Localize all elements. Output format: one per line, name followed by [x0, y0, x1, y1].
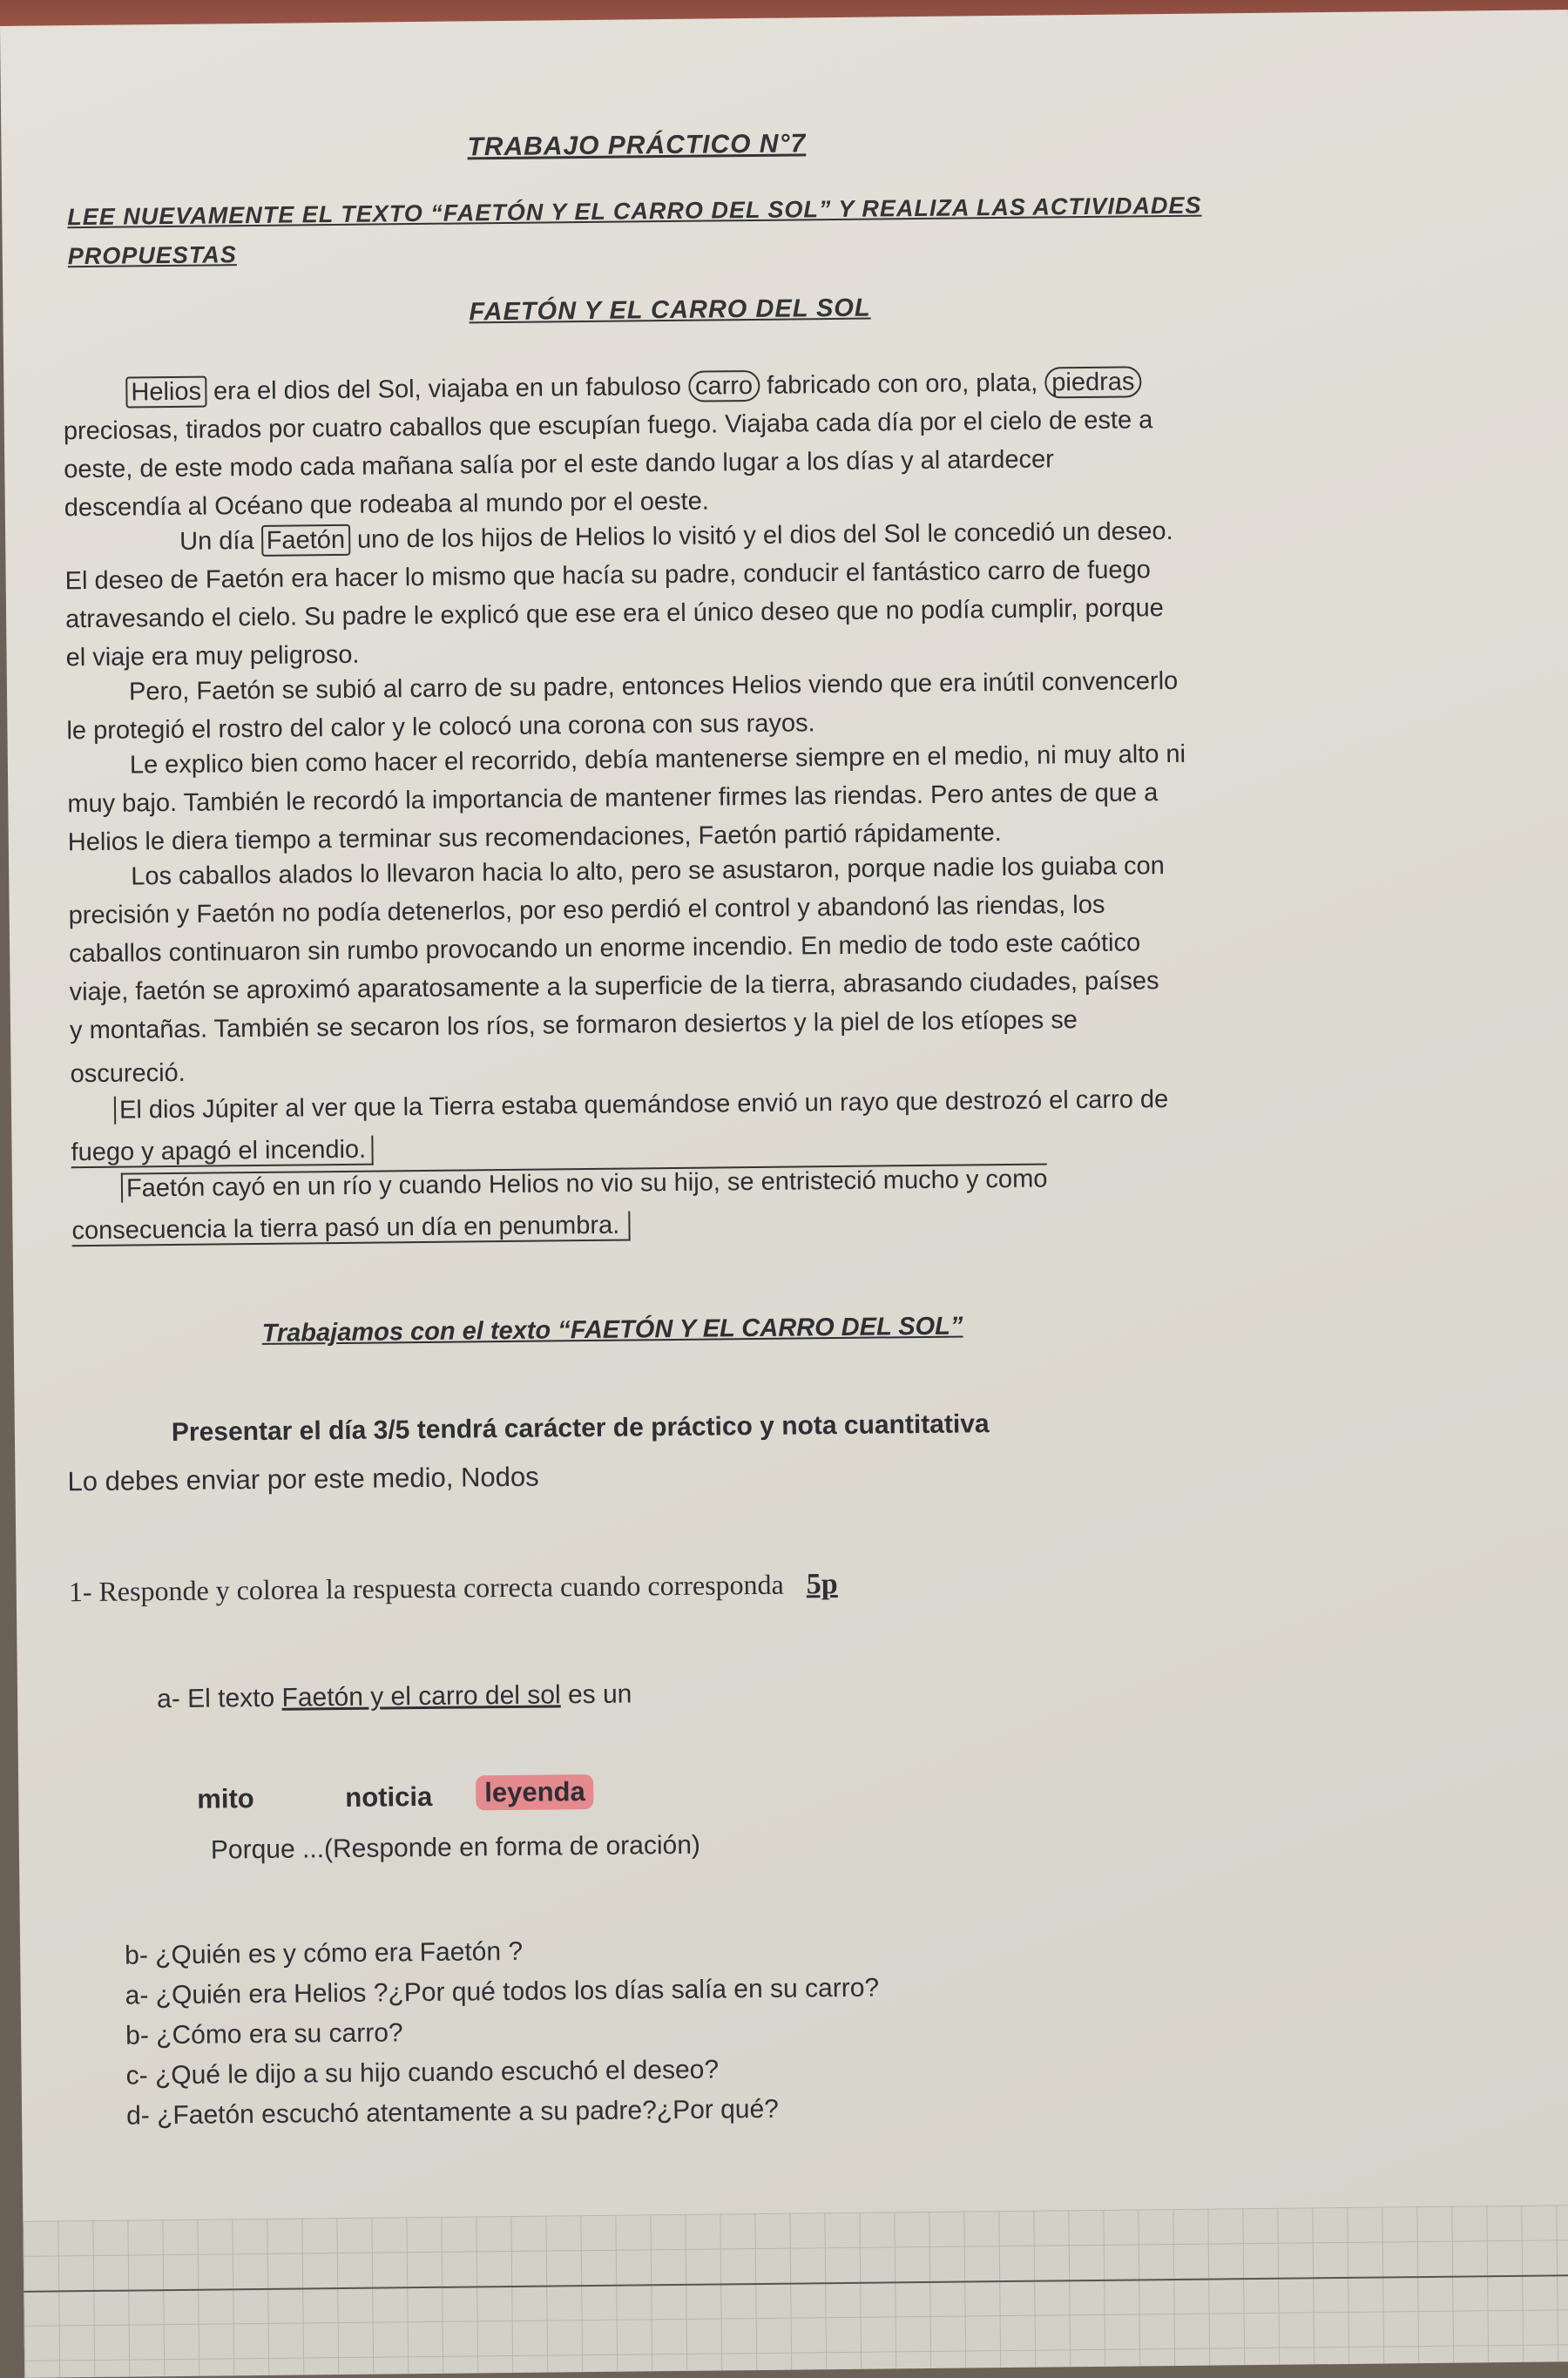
- story-line-5-text: Un día: [179, 526, 254, 556]
- instruction-line-2: PROPUESTAS: [67, 241, 237, 270]
- question-b: b- ¿Quién es y cómo era Faetón ?: [125, 1936, 524, 1970]
- story-line-5: [179, 519, 1173, 555]
- story-line-12: muy bajo. También le recordó la importancia de mantener firmes las riendas. Pero antes de que a: [67, 779, 1159, 819]
- question-a-suffix: es un: [567, 1679, 632, 1710]
- question-1: [69, 1568, 838, 1609]
- question-a-prefix: a- El texto: [156, 1683, 275, 1714]
- faeton-boxed: Faetón: [261, 524, 351, 557]
- piedras-circled: piedras: [1044, 366, 1141, 398]
- story-line-17: viaje, faetón se aproximó aparatosamente a la superficie de la tierra, abrasando ciudades, países: [69, 967, 1159, 1007]
- sub-question-a: a- ¿Quién era Helios ?¿Por qué todos los días salía en su carro?: [125, 1973, 880, 2010]
- story-line-16: caballos continuaron sin rumbo provocando un enorme incendio. En medio de todo este caótico: [68, 929, 1141, 969]
- story-line-7: atravesando el cielo. Su padre le explicó que ese era el único deseo que no podía cumplir, porque: [64, 594, 1164, 634]
- story-line-9: Pero, Faetón se subió al carro de su padre, entonces Helios viendo que era inútil convencerlo: [128, 666, 1179, 706]
- story-title: FAETÓN Y EL CARRO DEL SOL: [469, 294, 871, 327]
- instruction-line-1: LEE NUEVAMENTE EL TEXTO “FAETÓN Y EL CARRO DEL SOL” Y REALIZA LAS ACTIVIDADES: [67, 192, 1202, 231]
- option-leyenda-highlighted[interactable]: leyenda: [476, 1774, 594, 1810]
- story-line-23-text: consecuencia la tierra pasó un día en penumbra.: [71, 1212, 630, 1247]
- story-line-22: [121, 1166, 1048, 1201]
- story-line-10: le protegió el rostro del calor y le colocó una corona con sus rayos.: [66, 709, 815, 746]
- question-1-text: 1- Responde y colorea la respuesta correcta cuando corresponda: [68, 1568, 784, 1608]
- option-mito[interactable]: mito: [197, 1783, 254, 1814]
- sub-question-b: b- ¿Cómo era su carro?: [125, 2018, 403, 2050]
- story-line-1: [125, 369, 1141, 405]
- grid-paper-underneath: [23, 2205, 1568, 2378]
- story-line-23: [71, 1213, 630, 1245]
- story-line-13: Helios le diera tiempo a terminar sus recomendaciones, Faetón partió rápidamente.: [67, 819, 1002, 857]
- sub-question-d: d- ¿Faetón escuchó atentamente a su padre?¿Por qué?: [125, 2094, 780, 2131]
- activities-title: Trabajamos con el texto “FAETÓN Y EL CARRO DEL SOL”: [261, 1312, 963, 1348]
- question-a: [157, 1680, 632, 1715]
- carro-circled: carro: [688, 370, 760, 402]
- story-line-3: oeste, de este modo cada mañana salía por el este dando lugar a los días y al atardecer: [64, 445, 1055, 484]
- story-line-4: descendía al Océano que rodeaba al mundo por el oeste.: [64, 487, 709, 523]
- story-line-2: preciosas, tirados por cuatro caballos que escupían fuego. Viajaba cada día por el cielo de este a: [63, 406, 1153, 446]
- story-line-14: Los caballos alados lo llevaron hacia lo alto, pero se asustaron, porque nadie los guiaba con: [131, 852, 1165, 891]
- story-line-19: oscureció.: [70, 1058, 186, 1089]
- question-1-points: 5p: [806, 1568, 838, 1601]
- story-line-22-text: Faetón cayó en un río y cuando Helios no vio su hijo, se entristeció mucho y como: [121, 1163, 1048, 1202]
- story-line-20: [114, 1087, 1168, 1124]
- story-line-11: Le explico bien como hacer el recorrido, debía mantenerse siempre en el medio, ni muy alto ni: [129, 740, 1186, 780]
- story-line-5-text-2: uno de los hijos de Helios lo visitó y el dios del Sol le concedió un deseo.: [356, 517, 1173, 554]
- story-line-21-text: fuego y apagó el incendio.: [71, 1136, 373, 1169]
- story-line-1-text: era el dios del Sol, viajaba en un fabuloso: [213, 372, 682, 406]
- story-line-21: [71, 1135, 373, 1167]
- story-line-6: El deseo de Faetón era hacer lo mismo que hacía su padre, conducir el fantástico carro de fuego: [64, 556, 1151, 596]
- send-note: Lo debes enviar por este medio, Nodos: [67, 1461, 539, 1497]
- story-line-18: y montañas. También se secaron los ríos, se formaron desiertos y la piel de los etíopes se: [69, 1006, 1078, 1045]
- porque-prompt: Porque ...(Responde en forma de oración): [210, 1830, 701, 1865]
- sub-question-c: c- ¿Qué le dijo a su hijo cuando escuchó el deseo?: [125, 2055, 720, 2091]
- worksheet-number: TRABAJO PRÁCTICO N°7: [467, 129, 807, 162]
- worksheet-page: [0, 10, 1568, 2351]
- story-line-20-text: El dios Júpiter al ver que la Tierra estaba quemándose envió un rayo que destrozó el carro de: [114, 1085, 1168, 1125]
- presentation-note: Presentar el día 3/5 tendrá carácter de práctico y nota cuantitativa: [171, 1409, 990, 1448]
- question-a-title: Faetón y el carro del sol: [281, 1680, 561, 1713]
- story-line-15: precisión y Faetón no podía detenerlos, por eso perdió el control y abandonó las riendas, los: [68, 890, 1105, 930]
- helios-circled: Helios: [125, 376, 206, 409]
- story-line-8: el viaje era muy peligroso.: [65, 640, 360, 672]
- option-noticia[interactable]: noticia: [345, 1780, 433, 1813]
- story-line-1-text-2: fabricado con oro, plata,: [766, 368, 1038, 400]
